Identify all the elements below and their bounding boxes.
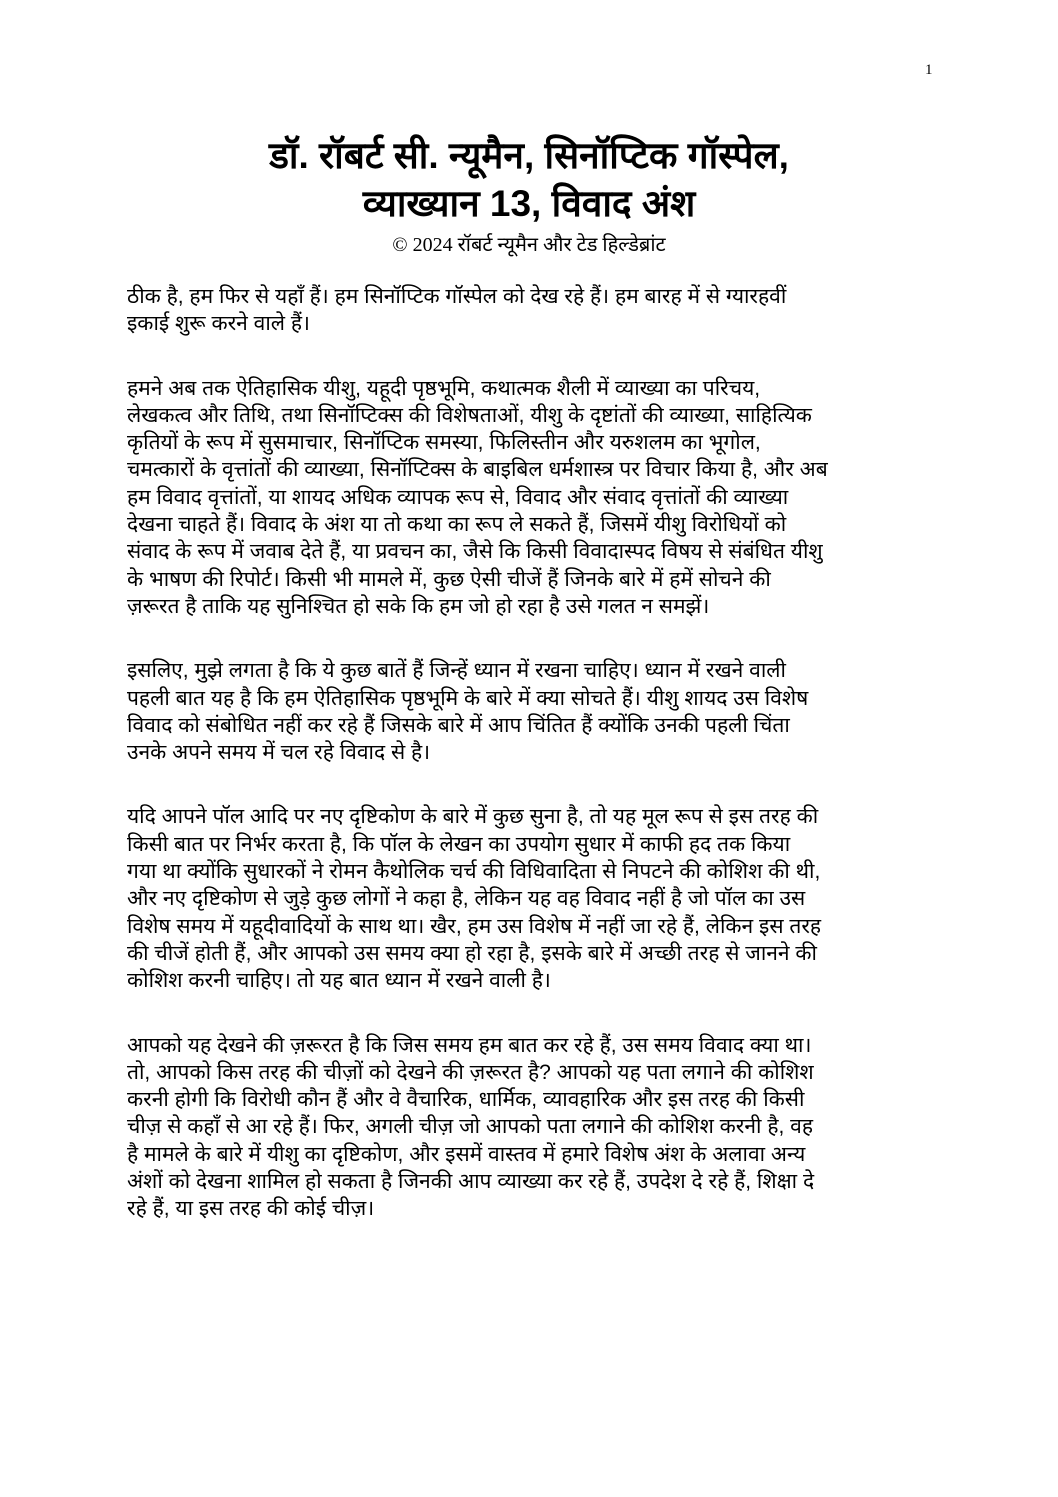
paragraph <box>127 375 947 621</box>
paragraph <box>127 803 947 994</box>
text-line: आपको यह देखने की ज़रूरत है कि जिस समय हम बात कर रहे हैं, उस समय विवाद क्या था। <box>127 1033 812 1057</box>
text-line: चमत्कारों के वृत्तांतों की व्याख्या, सिनॉप्टिक्स के बाइबिल धर्मशास्त्र पर विचार किया है, और अब <box>127 458 828 482</box>
text-line: और नए दृष्टिकोण से जुड़े कुछ लोगों ने कहा है, लेकिन यह वह विवाद नहीं है जो पॉल का उस <box>127 887 806 911</box>
page-number: 1 <box>925 62 933 78</box>
text-line: संवाद के रूप में जवाब देते हैं, या प्रवचन का, जैसे कि किसी विवादास्पद विषय से संबंधित यीशु <box>127 540 823 564</box>
text-line: ज़रूरत है ताकि यह सुनिश्चित हो सके कि हम जो हो रहा है उसे गलत न समझें। <box>127 594 710 618</box>
text-line: करनी होगी कि विरोधी कौन हैं और वे वैचारिक, धार्मिक, व्यावहारिक और इस तरह की किसी <box>127 1088 805 1112</box>
text-line: पहली बात यह है कि हम ऐतिहासिक पृष्ठभूमि के बारे में क्या सोचते हैं। यीशु शायद उस विशेष <box>127 686 809 710</box>
paragraph <box>127 283 947 338</box>
title-line: व्याख्यान 13, विवाद अंश <box>362 183 696 224</box>
text-line: देखना चाहते हैं। विवाद के अंश या तो कथा का रूप ले सकते हैं, जिसमें यीशु विरोधियों को <box>127 513 787 537</box>
document-body <box>127 283 947 1260</box>
text-line: लेखकत्व और तिथि, तथा सिनॉप्टिक्स की विशेषताओं, यीशु के दृष्टांतों की व्याख्या, साहित्यिक <box>127 403 812 427</box>
paragraph <box>127 1032 947 1223</box>
text-line: चीज़ से कहाँ से आ रहे हैं। फिर, अगली चीज़ जो आपको पता लगाने की कोशिश करनी है, वह <box>127 1115 813 1139</box>
text-line: के भाषण की रिपोर्ट। किसी भी मामले में, कुछ ऐसी चीजें हैं जिनके बारे में हमें सोचने की <box>127 567 771 591</box>
text-line: अंशों को देखना शामिल हो सकता है जिनकी आप व्याख्या कर रहे हैं, उपदेश दे रहे हैं, शिक्षा दे <box>127 1170 815 1194</box>
text-line: इसलिए, मुझे लगता है कि ये कुछ बातें हैं जिन्हें ध्यान में रखना चाहिए। ध्यान में रखने वाली <box>127 659 786 683</box>
text-line: रहे हैं, या इस तरह की कोई चीज़। <box>127 1197 375 1221</box>
text-line: किसी बात पर निर्भर करता है, कि पॉल के लेखन का उपयोग सुधार में काफी हद तक किया <box>127 832 791 856</box>
copyright-notice: © 2024 रॉबर्ट न्यूमैन और टेड हिल्डेब्रांट <box>392 234 666 256</box>
text-line: इकाई शुरू करने वाले हैं। <box>127 312 310 336</box>
title-line: डॉ. रॉबर्ट सी. न्यूमैन, सिनॉप्टिक गॉस्पेल, <box>269 135 789 176</box>
text-line: ठीक है, हम फिर से यहाँ हैं। हम सिनॉप्टिक गॉस्पेल को देख रहे हैं। हम बारह में से ग्यारहवीं <box>127 285 787 308</box>
text-line: यदि आपने पॉल आदि पर नए दृष्टिकोण के बारे में कुछ सुना है, तो यह मूल रूप से इस तरह की <box>127 805 819 829</box>
page-title <box>0 132 1058 228</box>
text-line: उनके अपने समय में चल रहे विवाद से है। <box>127 741 431 765</box>
text-line: की चीजें होती हैं, और आपको उस समय क्या हो रहा है, इसके बारे में अच्छी तरह से जानने की <box>127 941 817 965</box>
text-line: विशेष समय में यहूदीवादियों के साथ था। खैर, हम उस विशेष में नहीं जा रहे हैं, लेकिन इस तरह <box>127 914 822 938</box>
text-line: तो, आपको किस तरह की चीज़ों को देखने की ज़रूरत है? आपको यह पता लगाने की कोशिश <box>127 1060 814 1084</box>
text-line: गया था क्योंकि सुधारकों ने रोमन कैथोलिक चर्च की विधिवादिता से निपटने की कोशिश की थी, <box>127 860 821 884</box>
text-line: विवाद को संबोधित नहीं कर रहे हैं जिसके बारे में आप चिंतित हैं क्योंकि उनकी पहली चिंता <box>127 713 790 737</box>
text-line: है मामले के बारे में यीशु का दृष्टिकोण, और इसमें वास्तव में हमारे विशेष अंश के अलावा अन्य <box>127 1142 806 1166</box>
paragraph <box>127 657 947 766</box>
text-line: हमने अब तक ऐतिहासिक यीशु, यहूदी पृष्ठभूमि, कथात्मक शैली में व्याख्या का परिचय, <box>127 376 761 400</box>
text-line: कृतियों के रूप में सुसमाचार, सिनॉप्टिक समस्या, फिलिस्तीन और यरुशलम का भूगोल, <box>127 431 761 455</box>
text-line: कोशिश करनी चाहिए। तो यह बात ध्यान में रखने वाली है। <box>127 969 551 993</box>
text-line: हम विवाद वृत्तांतों, या शायद अधिक व्यापक रूप से, विवाद और संवाद वृत्तांतों की व्याख्या <box>127 485 789 509</box>
